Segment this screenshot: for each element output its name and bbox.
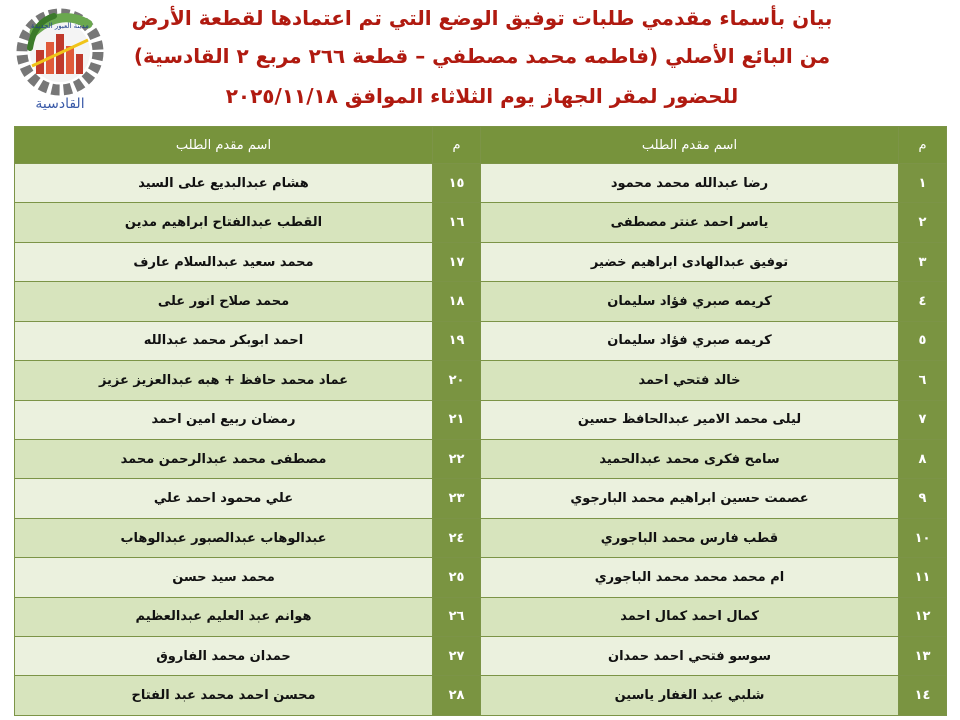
row-number-cell: ١٦ [433,203,481,242]
applicant-name-cell: عصمت حسين ابراهيم محمد البارجوي [481,479,899,518]
title-line-3: للحضور لمقر الجهاز يوم الثلاثاء الموافق ٢٠٢٥/١١/١٨ [225,84,739,108]
row-number-cell: ١ [899,164,947,203]
logo-lettering: مدينة العبور الجديدة [31,22,89,30]
row-number-cell: ١٢ [899,597,947,636]
applicant-name-cell: رمضان ربيع امين احمد [15,400,433,439]
table-row [15,518,947,557]
table-row [15,439,947,478]
applicant-name-cell: ليلى محمد الامير عبدالحافظ حسين [481,400,899,439]
table-row [15,637,947,676]
row-number-cell: ٢٠ [433,361,481,400]
applicant-name-cell: علي محمود احمد علي [15,479,433,518]
row-number-cell: ٢٥ [433,558,481,597]
applicant-name-cell: ياسر احمد عنتر مصطفى [481,203,899,242]
table-row [15,361,947,400]
applicants-table [14,126,947,716]
table-row [15,558,947,597]
row-number-cell: ٥ [899,321,947,360]
row-number-cell: ١٠ [899,518,947,557]
applicant-name-cell: رضا عبدالله محمد محمود [481,164,899,203]
applicant-name-cell: توفيق عبدالهادى ابراهيم خضير [481,242,899,281]
table-row [15,597,947,636]
row-number-cell: ١٣ [899,637,947,676]
row-number-cell: ٨ [899,439,947,478]
table-row [15,242,947,281]
row-number-cell: ٢٦ [433,597,481,636]
applicant-name-cell: محمد صلاح انور على [15,282,433,321]
table-row [15,676,947,716]
table-row [15,321,947,360]
row-number-cell: ١٩ [433,321,481,360]
applicant-name-cell: احمد ابوبكر محمد عبدالله [15,321,433,360]
row-number-cell: ٣ [899,242,947,281]
col-header-number-1: م [899,127,947,164]
applicant-name-cell: عبدالوهاب عبدالصبور عبدالوهاب [15,518,433,557]
applicant-name-cell: كريمه صبري فؤاد سليمان [481,282,899,321]
title-line-2: من البائع الأصلي (فاطمه محمد مصطفي – قطعة ٢٦٦ مربع ٢ القادسية) [133,44,831,68]
row-number-cell: ٢ [899,203,947,242]
table-header-row [15,127,947,164]
applicant-name-cell: سوسو فتحي احمد حمدان [481,637,899,676]
applicant-name-cell: سامح فكرى محمد عبدالحميد [481,439,899,478]
applicant-name-cell: القطب عبدالفتاح ابراهيم مدين [15,203,433,242]
row-number-cell: ١٤ [899,676,947,716]
table-row [15,400,947,439]
logo-caption: القادسية [35,96,85,112]
title-line-1: بيان بأسماء مقدمي طلبات توفيق الوضع التي تم اعتمادها لقطعة الأرض [131,6,833,30]
row-number-cell: ٩ [899,479,947,518]
applicant-name-cell: محسن احمد محمد عبد الفتاح [15,676,433,716]
applicant-name-cell: عماد محمد حافظ + هبه عبدالعزيز عزيز [15,361,433,400]
applicant-name-cell: كمال احمد كمال احمد [481,597,899,636]
row-number-cell: ١٧ [433,242,481,281]
row-number-cell: ٢٧ [433,637,481,676]
row-number-cell: ١٨ [433,282,481,321]
applicant-name-cell: كريمه صبري فؤاد سليمان [481,321,899,360]
row-number-cell: ٢٨ [433,676,481,716]
table-row [15,479,947,518]
col-header-number-2: م [433,127,481,164]
applicant-name-cell: مصطفى محمد عبدالرحمن محمد [15,439,433,478]
applicant-name-cell: محمد سعيد عبدالسلام عارف [15,242,433,281]
applicant-name-cell: شلبي عبد الغفار ياسين [481,676,899,716]
row-number-cell: ٤ [899,282,947,321]
applicant-name-cell: ام محمد محمد محمد الباجوري [481,558,899,597]
row-number-cell: ١١ [899,558,947,597]
row-number-cell: ٧ [899,400,947,439]
applicant-name-cell: حمدان محمد الفاروق [15,637,433,676]
row-number-cell: ٢١ [433,400,481,439]
row-number-cell: ٦ [899,361,947,400]
table-row [15,203,947,242]
row-number-cell: ٢٤ [433,518,481,557]
document-header [0,0,960,120]
table-row [15,282,947,321]
table-row [15,164,947,203]
applicant-name-cell: هشام عبدالبديع على السيد [15,164,433,203]
applicant-name-cell: خالد فتحي احمد [481,361,899,400]
row-number-cell: ٢٢ [433,439,481,478]
col-header-name-1: اسم مقدم الطلب [481,127,899,164]
row-number-cell: ٢٣ [433,479,481,518]
applicant-name-cell: هوانم عبد العليم عبدالعظيم [15,597,433,636]
applicant-name-cell: محمد سيد حسن [15,558,433,597]
row-number-cell: ١٥ [433,164,481,203]
applicant-name-cell: قطب فارس محمد الباجوري [481,518,899,557]
col-header-name-2: اسم مقدم الطلب [15,127,433,164]
